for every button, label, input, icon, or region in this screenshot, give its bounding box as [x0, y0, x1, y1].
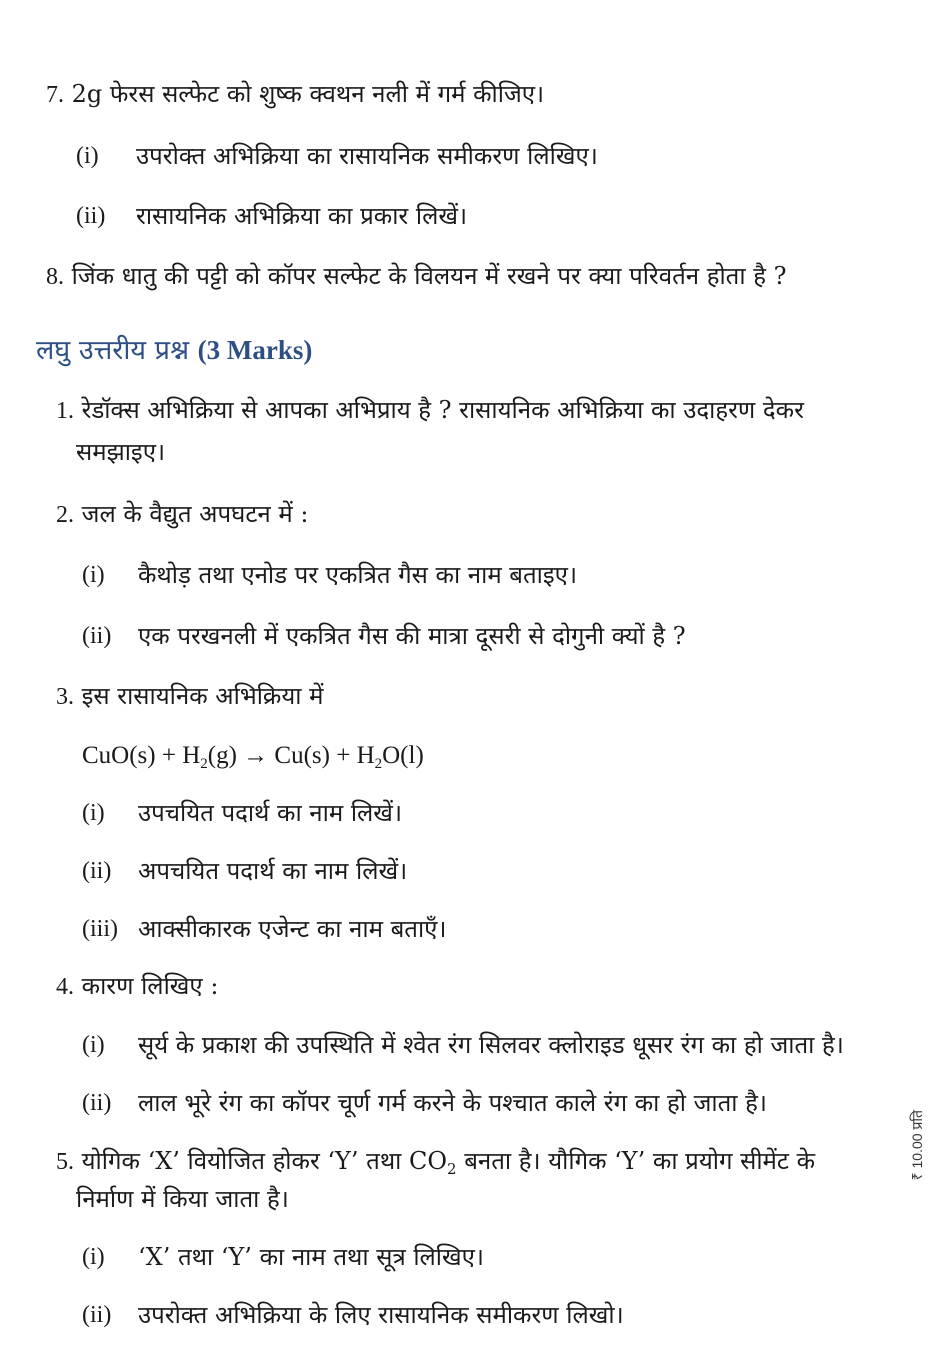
part-label: (i)	[82, 1244, 105, 1270]
margin-note: ₹ 10.00 प्रति	[909, 1110, 925, 1181]
question-text-line1: रेडॉक्स अभिक्रिया से आपका अभिप्राय है ? रासायनिक अभिक्रिया का उदाहरण देकर	[81, 396, 804, 424]
part-label: (ii)	[76, 203, 106, 229]
part-label: (ii)	[82, 858, 112, 884]
question-number: 4.	[56, 974, 74, 1000]
part-label: (ii)	[82, 1090, 112, 1116]
question-7	[46, 78, 544, 111]
part-label: (ii)	[82, 1302, 112, 1328]
part-label: (i)	[82, 800, 105, 826]
question-text-line2: समझाइए।	[76, 438, 166, 466]
part-text: कैथोड़ तथा एनोड पर एकत्रित गैस का नाम बताइए।	[138, 561, 578, 589]
part-text: ‘X’ तथा ‘Y’ का नाम तथा सूत्र लिखिए।	[138, 1243, 485, 1271]
section-heading	[36, 332, 312, 369]
part-text: अपचयित पदार्थ का नाम लिखें।	[138, 857, 408, 885]
part-text: उपचयित पदार्थ का नाम लिखें।	[138, 799, 403, 827]
part-text: उपरोक्त अभिक्रिया के लिए रासायनिक समीकरण लिखो।	[138, 1301, 624, 1329]
short-question-2	[56, 498, 308, 531]
part-label: (i)	[76, 143, 99, 169]
question-number: 1.	[56, 398, 74, 424]
part-label: (i)	[82, 1032, 105, 1058]
short-question-3	[56, 680, 323, 713]
part-text: लाल भूरे रंग का कॉपर चूर्ण गर्म करने के पश्चात काले रंग का हो जाता है।	[138, 1089, 767, 1117]
question-number: 3.	[56, 684, 74, 710]
question-8	[46, 260, 786, 293]
question-text: जिंक धातु की पट्टी को कॉपर सल्फेट के विलयन में रखने पर क्या परिवर्तन होता है ?	[71, 262, 787, 290]
part-label: (ii)	[82, 623, 112, 649]
part-label: (iii)	[82, 916, 118, 942]
part-text: आक्सीकारक एजेन्ट का नाम बताएँ।	[138, 915, 447, 943]
question-text-line1: योगिक ‘X’ वियोजित होकर ‘Y’ तथा $CO_2$ बनता है। यौगिक ‘Y’ का प्रयोग सीमेंट के	[81, 1147, 816, 1178]
section-marks: (3 Marks)	[197, 335, 313, 365]
part-text: रासायनिक अभिक्रिया का प्रकार लिखें।	[136, 202, 468, 230]
question-text-line2: निर्माण में किया जाता है।	[76, 1185, 289, 1213]
question-text: 2g फेरस सल्फेट को शुष्क क्वथन नली में गर्म कीजिए।	[71, 80, 545, 108]
short-question-1	[56, 394, 804, 427]
part-text: उपरोक्त अभिक्रिया का रासायनिक समीकरण लिखिए।	[136, 142, 598, 170]
part-text: एक परखनली में एकत्रित गैस की मात्रा दूसरी से दोगुनी क्यों है ?	[138, 622, 686, 650]
question-number: 8.	[46, 264, 64, 290]
question-text: इस रासायनिक अभिक्रिया में	[81, 682, 324, 710]
part-text: सूर्य के प्रकाश की उपस्थिति में श्वेत रंग सिलवर क्लोराइड धूसर रंग का हो जाता है।	[138, 1031, 844, 1059]
short-question-4	[56, 970, 218, 1003]
short-question-5	[56, 1145, 815, 1178]
section-title: लघु उत्तरीय प्रश्न	[36, 335, 190, 366]
question-text: जल के वैद्युत अपघटन में :	[81, 500, 309, 528]
question-text: कारण लिखिए :	[81, 972, 219, 1000]
question-number: 5.	[56, 1149, 74, 1175]
part-label: (i)	[82, 562, 105, 588]
question-number: 7.	[46, 82, 64, 108]
question-number: 2.	[56, 502, 74, 528]
chemical-equation: $CuO(s) + H_2(g) \to Cu(s) + H_2O(l)$	[82, 742, 424, 772]
